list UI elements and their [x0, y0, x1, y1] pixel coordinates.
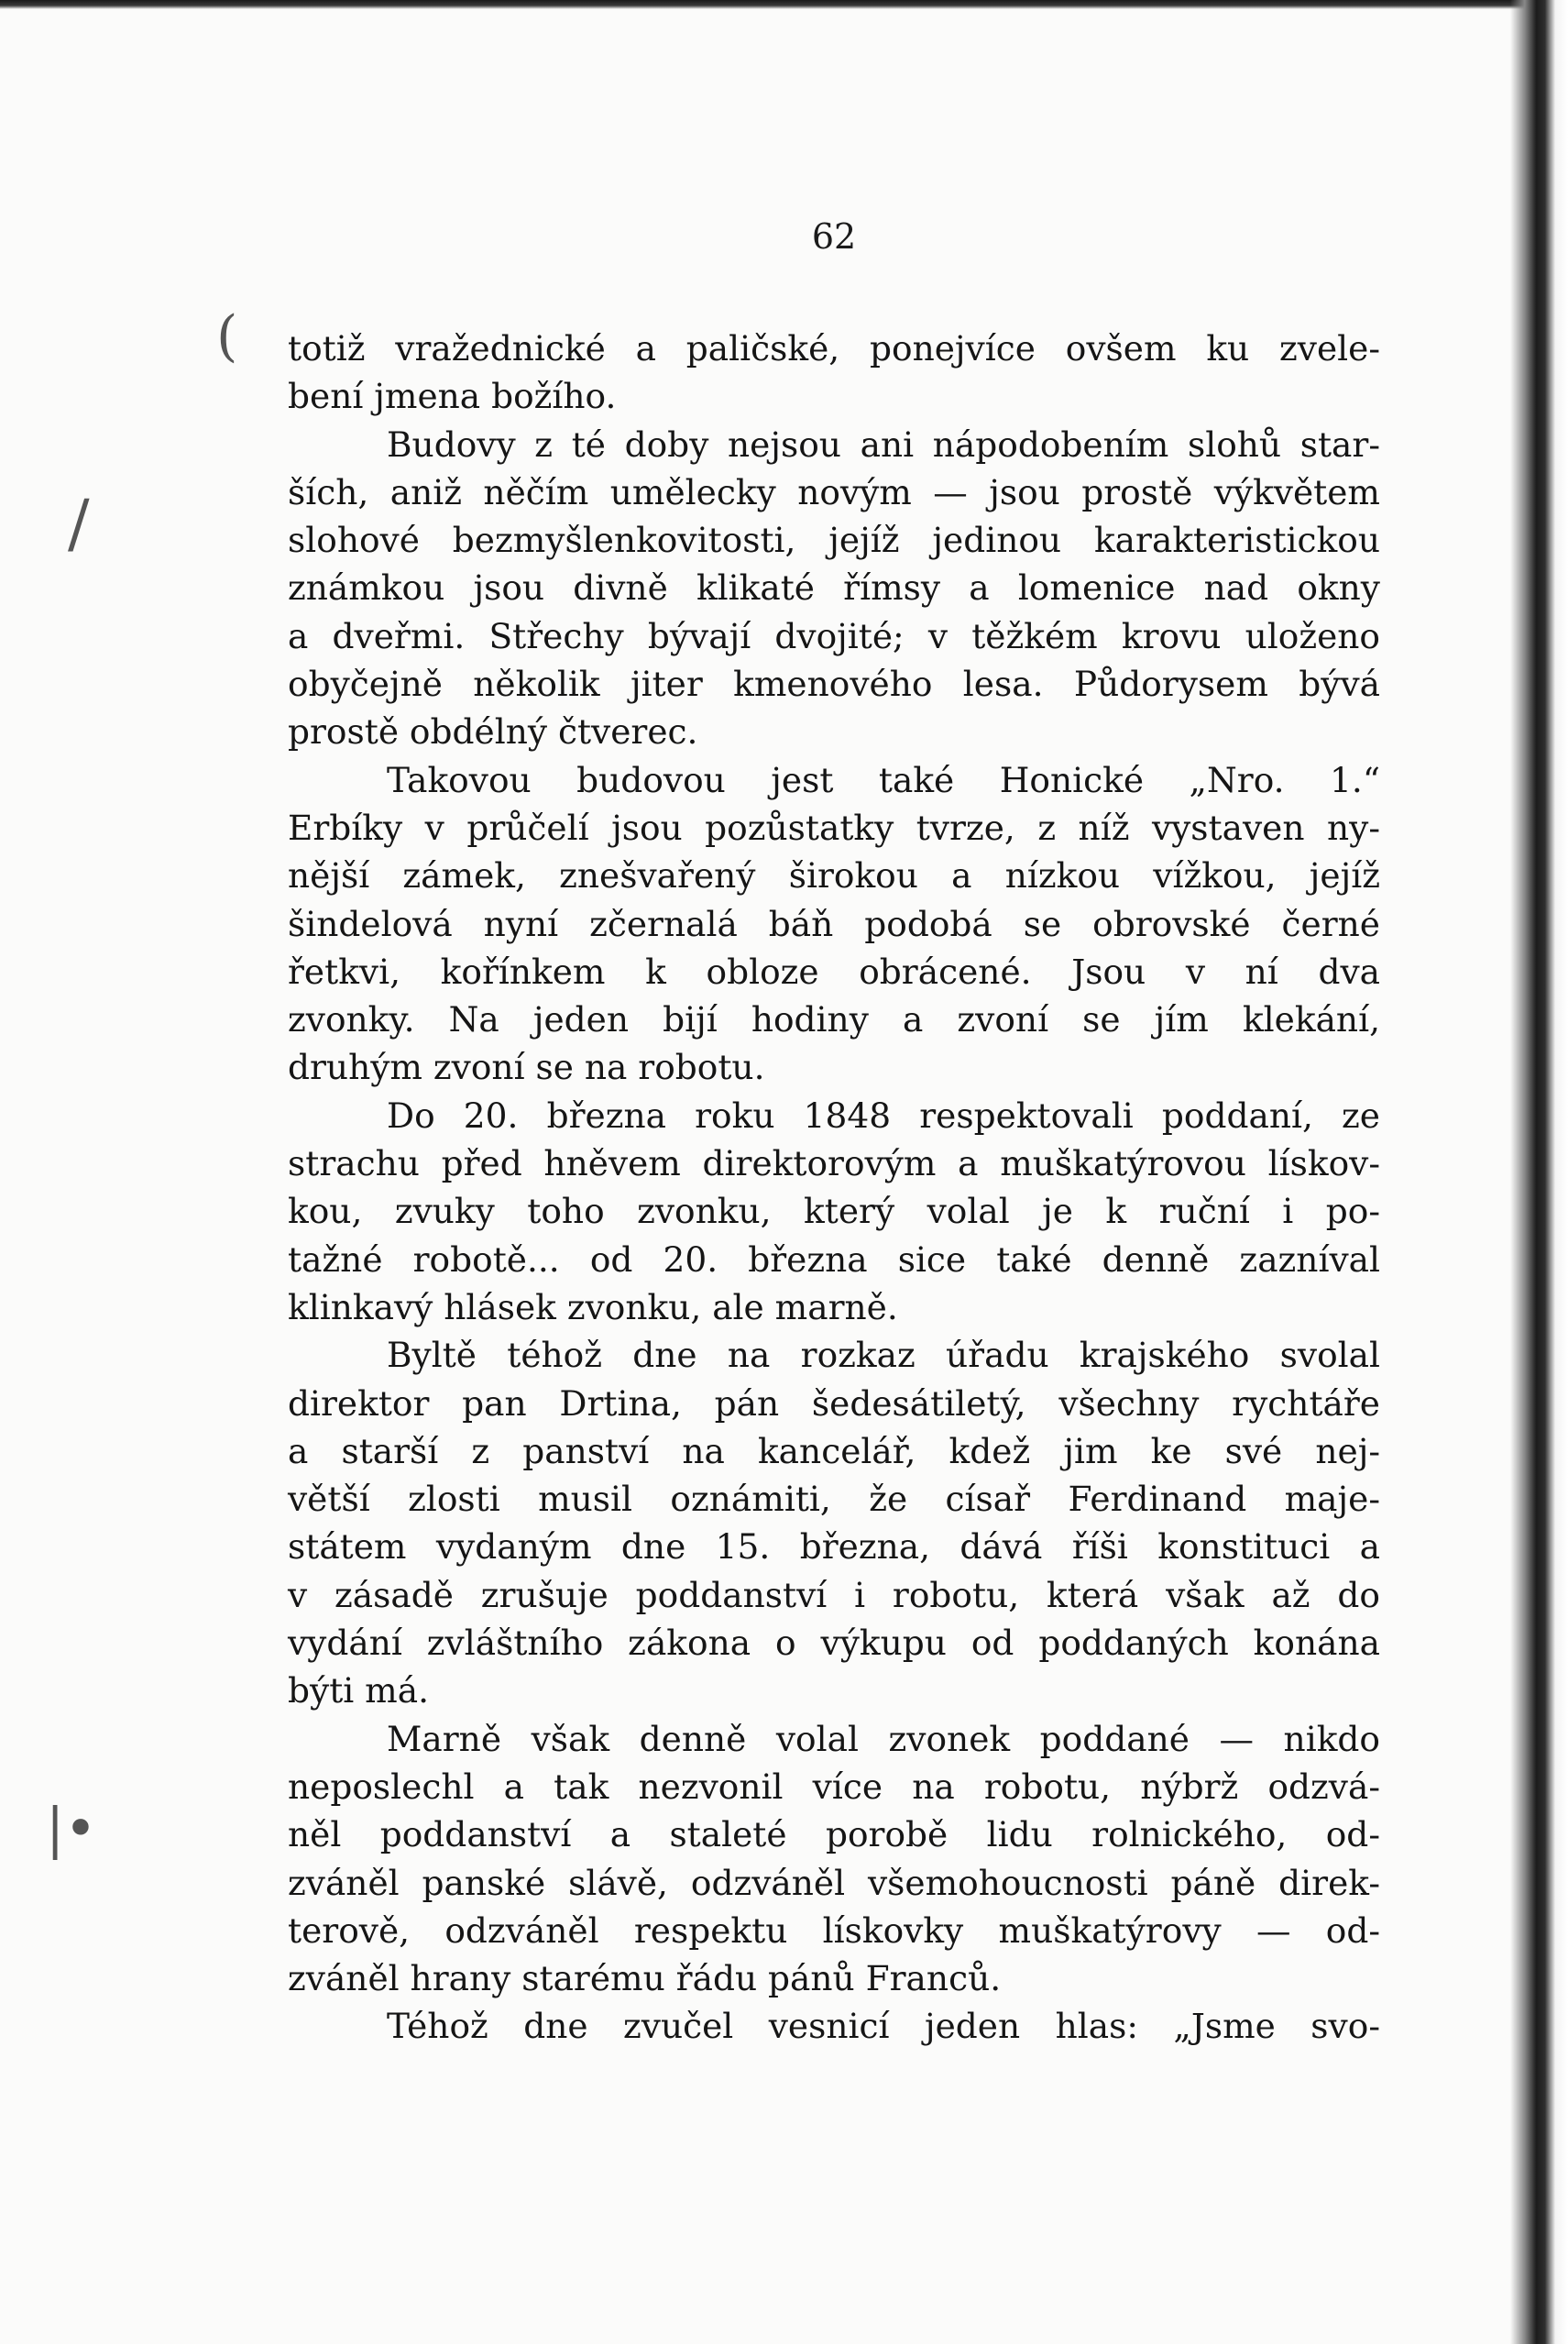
text-line: totiž vražednické a paličské, ponejvíce ovšem ku zvele-: [288, 328, 1380, 369]
text-line: vydání zvláštního zákona o výkupu od poddaných konána: [288, 1623, 1380, 1664]
text-line: větší zlosti musil oznámiti, že císař Ferdinand maje-: [288, 1479, 1380, 1520]
text-line: obyčejně několik jiter kmenového lesa. Půdorysem bývá: [288, 664, 1380, 705]
text-line: bení jmena božího.: [288, 376, 617, 417]
text-line: Takovou budovou jest také Honické „Nro. 1.“: [387, 759, 1380, 800]
text-line: strachu před hněvem direktorovým a muškatýrovou lískov-: [288, 1143, 1380, 1184]
text-line: a starší z panství na kancelář, kdež jim ke své nej-: [288, 1430, 1380, 1471]
scan-top-edge: [0, 0, 1568, 9]
text-line: a dveřmi. Střechy bývají dvojité; v těžkém krovu uloženo: [288, 615, 1380, 656]
text-line: slohové bezmyšlenkovitosti, jejíž jedinou karakteristickou: [288, 520, 1380, 561]
text-line: nější zámek, znešvařený širokou a nízkou vížkou, jejíž: [288, 855, 1380, 897]
text-line: v zásadě zrušuje poddanství i robotu, která však až do: [288, 1574, 1380, 1615]
text-line: zváněl hrany starému řádu pánů Franců.: [288, 1958, 1002, 1999]
text-line: klinkavý hlásek zvonku, ale marně.: [288, 1286, 898, 1327]
text-line: Byltě téhož dne na rozkaz úřadu krajského svolal: [387, 1335, 1380, 1376]
text-line: býti má.: [288, 1670, 430, 1711]
text-line: Téhož dne zvučel vesnicí jeden hlas: „Jsme svo-: [387, 2006, 1380, 2047]
page-number: 62: [811, 216, 857, 257]
scan-right-edge: [1510, 0, 1568, 2344]
text-line: ších, aniž něčím umělecky novým — jsou prostě výkvětem: [288, 471, 1380, 512]
text-line: Do 20. března roku 1848 respektovali poddaní, ze: [387, 1095, 1380, 1136]
text-line: šindelová nyní zčernalá báň podobá se obrovské černé: [288, 903, 1380, 944]
margin-mark: |•: [46, 1797, 97, 1861]
text-line: kou, zvuky toho zvonku, který volal je k ruční i po-: [288, 1191, 1380, 1232]
text-line: něl poddanství a staleté porobě lidu rolnického, od-: [288, 1814, 1380, 1855]
text-line: terově, odzváněl respektu lískovky muškatýrovy — od-: [288, 1909, 1380, 1951]
text-line: řetkvi, kořínkem k obloze obrácené. Jsou v ní dva: [288, 951, 1380, 992]
text-line: direktor pan Drtina, pán šedesátiletý, všechny rychtáře: [288, 1382, 1380, 1424]
text-line: zváněl panské slávě, odzváněl všemohoucnosti páně direk-: [288, 1862, 1380, 1903]
text-line: neposlechl a tak nezvonil více na robotu, nýbrž odzvá-: [288, 1766, 1380, 1807]
margin-mark: /: [68, 486, 90, 561]
text-line: druhým zvoní se na robotu.: [288, 1047, 765, 1088]
text-line: známkou jsou divně klikaté římsy a lomenice nad okny: [288, 567, 1380, 609]
text-line: tažné robotě... od 20. března sice také denně zazníval: [288, 1238, 1380, 1280]
text-line: Erbíky v průčelí jsou pozůstatky tvrze, z níž vystaven ny-: [288, 807, 1380, 848]
text-line: zvonky. Na jeden bijí hodiny a zvoní se jím klekání,: [288, 999, 1380, 1040]
text-line: prostě obdélný čtverec.: [288, 711, 698, 753]
text-line: Marně však denně volal zvonek poddané — nikdo: [387, 1718, 1380, 1759]
text-line: státem vydaným dne 15. března, dává říši konstituci a: [288, 1526, 1380, 1568]
text-line: Budovy z té doby nejsou ani nápodobením slohů star-: [387, 424, 1380, 465]
margin-mark: (: [216, 304, 238, 369]
body-text: [288, 325, 1380, 2051]
